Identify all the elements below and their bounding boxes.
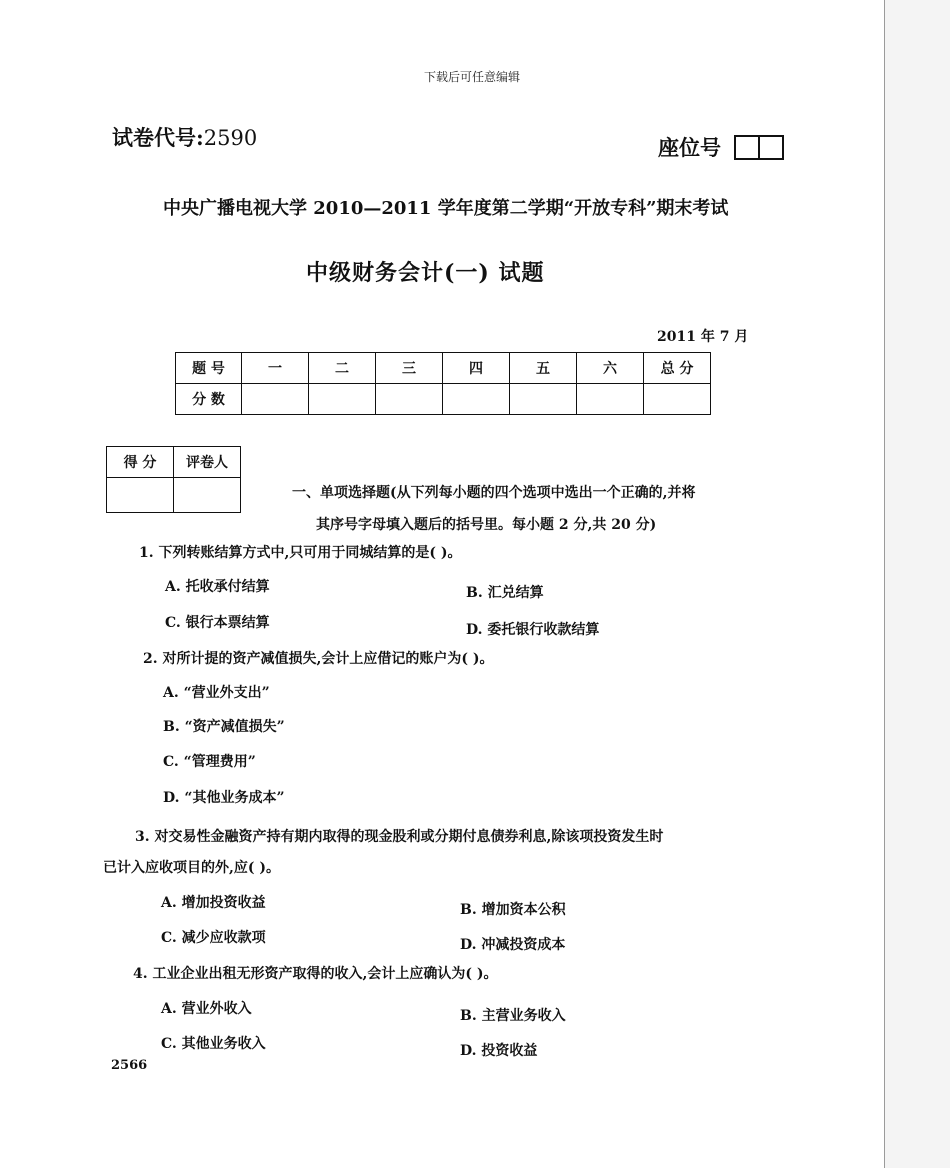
question-2-option-b: B. “资产减值损失”	[163, 719, 285, 735]
score-header-cell: 三	[376, 353, 443, 384]
score-header-cell: 题 号	[176, 353, 242, 384]
question-1-option-d: D. 委托银行收款结算	[466, 622, 600, 638]
score-cell	[309, 384, 376, 415]
score-header-cell: 一	[242, 353, 309, 384]
question-2-stem: 2. 对所计提的资产减值损失,会计上应借记的账户为( )。	[143, 651, 494, 667]
exam-title: 中级财务会计(一) 试题	[306, 260, 545, 286]
exam-date: 2011 年 7 月	[657, 329, 749, 345]
seat-label: 座位号	[658, 135, 721, 160]
page-border	[884, 0, 885, 1168]
header-note: 下载后可任意编辑	[424, 70, 521, 84]
score-header-cell: 五	[510, 353, 577, 384]
grader-name-header: 评卷人	[174, 447, 241, 478]
section-instruction-line1: 一、单项选择题(从下列每小题的四个选项中选出一个正确的,并将	[292, 485, 696, 501]
question-2-option-c: C. “管理费用”	[163, 754, 256, 770]
score-cell	[376, 384, 443, 415]
question-4-option-d: D. 投资收益	[460, 1043, 538, 1059]
grader-score-cell	[107, 478, 174, 513]
exam-code	[112, 122, 257, 152]
score-table-header-row	[176, 353, 711, 384]
score-table	[175, 352, 711, 415]
page-code: 2566	[111, 1058, 148, 1073]
question-3-option-d: D. 冲减投资成本	[460, 937, 566, 953]
score-cell	[644, 384, 711, 415]
page-gutter	[885, 0, 950, 1168]
question-1-stem: 1. 下列转账结算方式中,只可用于同城结算的是( )。	[139, 545, 462, 561]
question-4-stem: 4. 工业企业出租无形资产取得的收入,会计上应确认为( )。	[133, 966, 498, 982]
question-2-option-d: D. “其他业务成本”	[163, 790, 285, 806]
question-4-option-c: C. 其他业务收入	[161, 1036, 266, 1052]
question-3-stem-line1: 3. 对交易性金融资产持有期内取得的现金股利或分期付息债券利息,除该项投资发生时	[135, 829, 664, 845]
score-header-cell: 六	[577, 353, 644, 384]
question-1-option-c: C. 银行本票结算	[165, 615, 270, 631]
exam-code-label: 试卷代号:	[112, 125, 204, 150]
section-instruction-line2: 其序号字母填入题后的括号里。每小题 2 分,共 20 分)	[316, 517, 657, 533]
score-cell	[242, 384, 309, 415]
grader-table	[106, 446, 241, 513]
score-cell	[577, 384, 644, 415]
score-cell	[443, 384, 510, 415]
grader-name-cell	[174, 478, 241, 513]
question-3-option-a: A. 增加投资收益	[161, 895, 266, 911]
question-4-option-a: A. 营业外收入	[161, 1001, 252, 1017]
score-header-cell: 四	[443, 353, 510, 384]
question-2-option-a: A. “营业外支出”	[163, 685, 270, 701]
score-table-score-row	[176, 384, 711, 415]
question-3-stem-line2: 已计入应收项目的外,应( )。	[103, 860, 280, 876]
question-1-option-b: B. 汇兑结算	[466, 585, 544, 601]
grader-score-header: 得 分	[107, 447, 174, 478]
score-cell	[510, 384, 577, 415]
score-row-label: 分 数	[176, 384, 242, 415]
question-3-option-c: C. 减少应收款项	[161, 930, 266, 946]
seat-number-boxes	[734, 135, 784, 160]
score-header-cell: 总 分	[644, 353, 711, 384]
score-header-cell: 二	[309, 353, 376, 384]
university-line: 中央广播电视大学 2010—2011 学年度第二学期“开放专科”期末考试	[163, 198, 729, 219]
question-4-option-b: B. 主营业务收入	[460, 1008, 566, 1024]
question-1-option-a: A. 托收承付结算	[165, 579, 270, 595]
question-3-option-b: B. 增加资本公积	[460, 902, 566, 918]
exam-code-value: 2590	[203, 126, 258, 150]
